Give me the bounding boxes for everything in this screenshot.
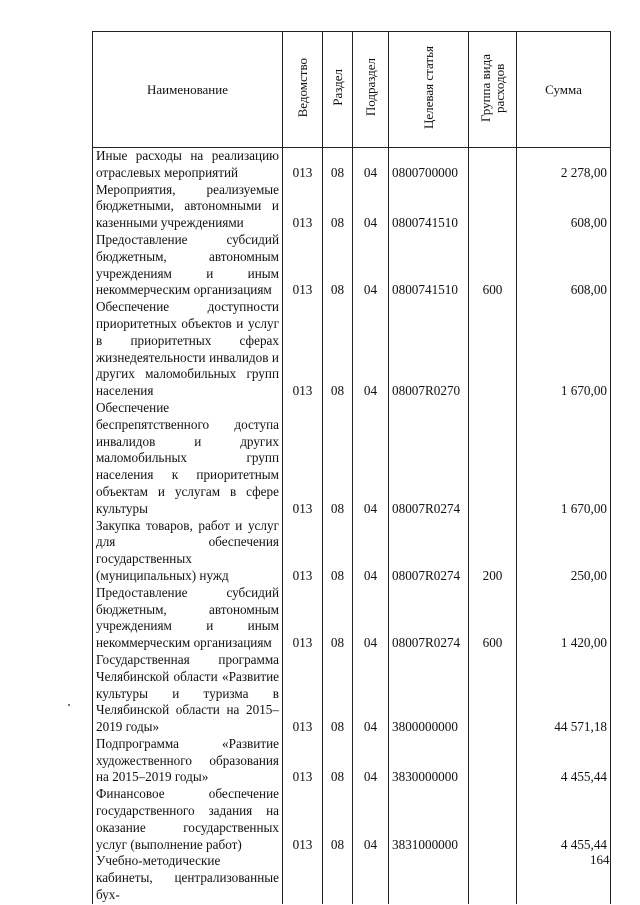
row-name: Иные расходы на реализацию отраслевых мероприятий [93, 148, 283, 182]
table-row [93, 299, 611, 400]
row-celevaya-statya: 3830000000 [389, 736, 469, 786]
row-name: Обеспечение доступности приоритетных объектов и услуг в приоритетных сферах жизнедеятельности инвалидов и других маломобильных групп населения [93, 299, 283, 400]
row-gruppa [469, 148, 517, 182]
row-summa: 4 455,44 [517, 786, 611, 853]
row-razdel [323, 853, 353, 903]
table-row [93, 786, 611, 853]
table-row [93, 518, 611, 585]
row-vedomstvo [283, 853, 323, 903]
row-podrazdel: 04 [353, 400, 389, 518]
page-number: 164 [590, 852, 610, 867]
row-celevaya-statya: 0800741510 [389, 182, 469, 232]
row-name: Обеспечение беспрепятственного доступа инвалидов и других маломобильных групп населения к приоритетным объектам и услугам в сфере культуры [93, 400, 283, 518]
row-gruppa: 600 [469, 585, 517, 652]
row-summa: 4 455,44 [517, 736, 611, 786]
row-podrazdel: 04 [353, 652, 389, 736]
header-name: Наименование [93, 32, 283, 148]
row-celevaya-statya [389, 853, 469, 903]
row-razdel: 08 [323, 148, 353, 182]
row-vedomstvo: 013 [283, 148, 323, 182]
row-podrazdel: 04 [353, 736, 389, 786]
header-celevaya-statya: Целевая статья [389, 32, 469, 148]
row-gruppa [469, 736, 517, 786]
header-podrazdel: Подраздел [353, 32, 389, 148]
table-row [93, 652, 611, 736]
table-row [93, 148, 611, 182]
row-summa: 1 670,00 [517, 400, 611, 518]
row-celevaya-statya: 0800700000 [389, 148, 469, 182]
row-summa: 1 420,00 [517, 585, 611, 652]
row-vedomstvo: 013 [283, 585, 323, 652]
row-razdel: 08 [323, 182, 353, 232]
row-vedomstvo: 013 [283, 232, 323, 299]
row-razdel: 08 [323, 652, 353, 736]
row-celevaya-statya: 08007R0274 [389, 400, 469, 518]
row-summa: 44 571,18 [517, 652, 611, 736]
table-body [93, 148, 611, 904]
row-name: Предоставление субсидий бюджетным, автономным учреждениям и иным некоммерческим организациям [93, 232, 283, 299]
row-podrazdel: 04 [353, 232, 389, 299]
table-row [93, 182, 611, 232]
row-podrazdel: 04 [353, 786, 389, 853]
header-vedomstvo: Ведомство [283, 32, 323, 148]
table-header-row [93, 32, 611, 148]
table-row [93, 736, 611, 786]
row-vedomstvo: 013 [283, 182, 323, 232]
row-gruppa [469, 786, 517, 853]
row-celevaya-statya: 3800000000 [389, 652, 469, 736]
row-vedomstvo: 013 [283, 400, 323, 518]
row-celevaya-statya: 0800741510 [389, 232, 469, 299]
row-razdel: 08 [323, 232, 353, 299]
row-summa: 1 670,00 [517, 299, 611, 400]
row-celevaya-statya: 08007R0274 [389, 518, 469, 585]
row-name: Мероприятия, реализуемые бюджетными, автономными и казенными учреждениями [93, 182, 283, 232]
row-summa: 2 278,00 [517, 148, 611, 182]
row-vedomstvo: 013 [283, 786, 323, 853]
row-gruppa: 200 [469, 518, 517, 585]
row-razdel: 08 [323, 585, 353, 652]
row-gruppa: 600 [469, 232, 517, 299]
row-celevaya-statya: 08007R0270 [389, 299, 469, 400]
row-razdel: 08 [323, 786, 353, 853]
row-name: Финансовое обеспечение государственного задания на оказание государственных услуг (выполнение работ) [93, 786, 283, 853]
row-summa: 608,00 [517, 232, 611, 299]
row-name: Закупка товаров, работ и услуг для обеспечения государственных (муниципальных) нужд [93, 518, 283, 585]
row-podrazdel: 04 [353, 518, 389, 585]
row-gruppa [469, 652, 517, 736]
row-celevaya-statya: 08007R0274 [389, 585, 469, 652]
header-gruppa-vida-rashodov: Группа вида расходов [469, 32, 517, 148]
row-podrazdel: 04 [353, 585, 389, 652]
row-podrazdel: 04 [353, 299, 389, 400]
row-name: Государственная программа Челябинской области «Развитие культуры и туризма в Челябинской области на 2015–2019 годы» [93, 652, 283, 736]
row-summa: 250,00 [517, 518, 611, 585]
row-name: Подпрограмма «Развитие художественного образования на 2015–2019 годы» [93, 736, 283, 786]
row-celevaya-statya: 3831000000 [389, 786, 469, 853]
row-gruppa [469, 299, 517, 400]
row-razdel: 08 [323, 518, 353, 585]
row-podrazdel: 04 [353, 182, 389, 232]
row-razdel: 08 [323, 299, 353, 400]
table-row [93, 232, 611, 299]
scan-speck [68, 704, 70, 706]
row-summa: 608,00 [517, 182, 611, 232]
header-summa: Сумма [517, 32, 611, 148]
row-podrazdel [353, 853, 389, 903]
budget-table [92, 31, 611, 904]
row-vedomstvo: 013 [283, 652, 323, 736]
table-row [93, 400, 611, 518]
row-vedomstvo: 013 [283, 299, 323, 400]
row-name: Предоставление субсидий бюджетным, автономным учреждениям и иным некоммерческим организациям [93, 585, 283, 652]
row-vedomstvo: 013 [283, 736, 323, 786]
table-row [93, 853, 611, 903]
row-gruppa [469, 853, 517, 903]
table-row [93, 585, 611, 652]
header-razdel: Раздел [323, 32, 353, 148]
row-podrazdel: 04 [353, 148, 389, 182]
row-razdel: 08 [323, 400, 353, 518]
row-gruppa [469, 182, 517, 232]
row-gruppa [469, 400, 517, 518]
row-vedomstvo: 013 [283, 518, 323, 585]
row-name: Учебно-методические кабинеты, централизованные бух- [93, 853, 283, 903]
row-razdel: 08 [323, 736, 353, 786]
